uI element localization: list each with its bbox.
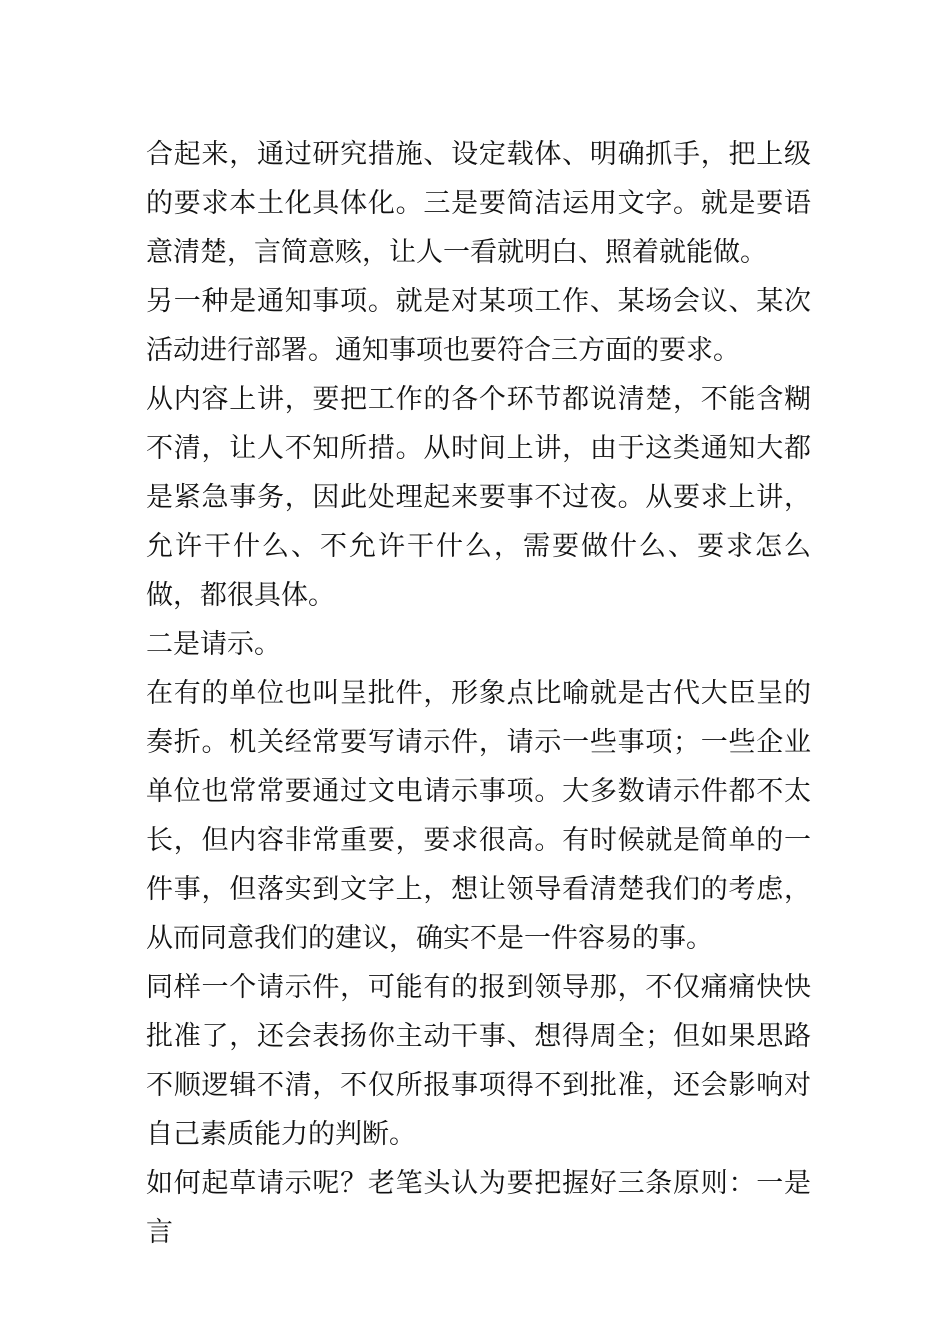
paragraph-3: 从内容上讲，要把工作的各个环节都说清楚，不能含糊不清，让人不知所措。从时间上讲，由于这类通知大都是紧急事务，因此处理起来要事不过夜。从要求上讲，允许干什么、不允许干什么，需要做什么、要求怎么做，都很具体。	[146, 384, 811, 611]
paragraph-7: 如何起草请示呢？老笔头认为要把握好三条原则：一是言	[146, 1168, 811, 1248]
paragraph-5: 在有的单位也叫呈批件，形象点比喻就是古代大臣呈的奏折。机关经常要写请示件，请示一些事项；一些企业单位也常常要通过文电请示事项。大多数请示件都不太长，但内容非常重要，要求很高。有时候就是简单的一件事，但落实到文字上，想让领导看清楚我们的考虑，从而同意我们的建议，确实不是一件容易的事。	[146, 678, 811, 954]
paragraph-1: 合起来，通过研究措施、设定载体、明确抓手，把上级的要求本土化具体化。三是要简洁运用文字。就是要语意清楚，言简意赅，让人一看就明白、照着就能做。	[146, 139, 811, 268]
document-body	[146, 130, 811, 1257]
paragraph-4-heading: 二是请示。	[146, 629, 281, 660]
paragraph-2: 另一种是通知事项。就是对某项工作、某场会议、某次活动进行部署。通知事项也要符合三方面的要求。	[146, 286, 811, 366]
paragraph-6: 同样一个请示件，可能有的报到领导那，不仅痛痛快快批准了，还会表扬你主动干事、想得周全；但如果思路不顺逻辑不清，不仅所报事项得不到批准，还会影响对自己素质能力的判断。	[146, 972, 811, 1150]
